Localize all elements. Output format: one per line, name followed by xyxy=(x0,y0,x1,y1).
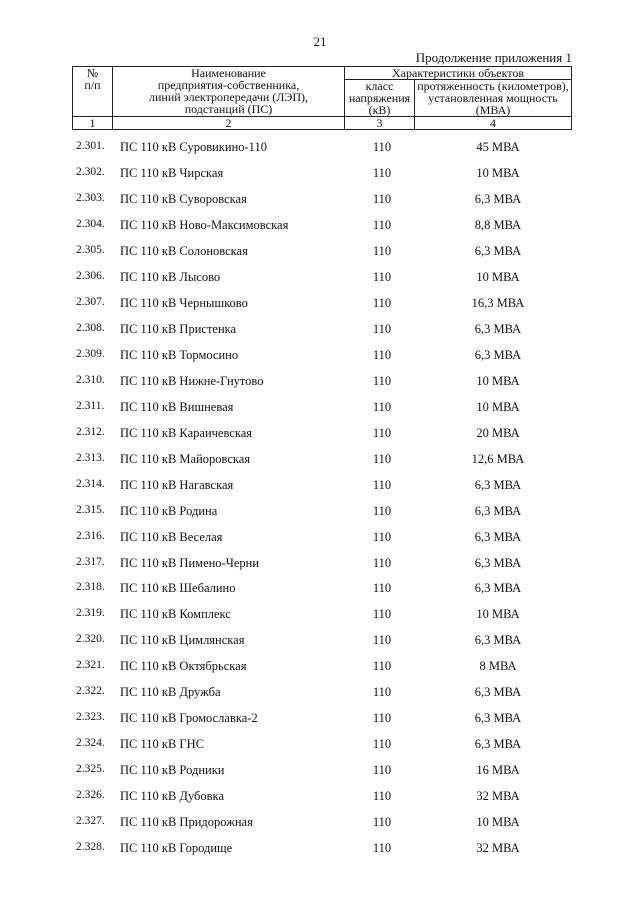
table-body xyxy=(0,135,640,862)
header-name: Наименование предприятия-собственника, линий электропередачи (ЛЭП), подстанций (ПС) xyxy=(113,67,345,117)
row-number: 2.319. xyxy=(76,607,105,620)
row-voltage: 110 xyxy=(372,529,392,544)
row-name: ПС 110 кВ Дружба xyxy=(120,685,221,700)
row-voltage: 110 xyxy=(372,763,392,778)
row-voltage: 110 xyxy=(372,373,392,388)
row-capacity: 6,3 МВА xyxy=(474,529,522,544)
row-capacity: 10 МВА xyxy=(476,373,520,388)
row-voltage: 110 xyxy=(372,191,392,206)
table-row xyxy=(0,602,640,628)
row-capacity: 10 МВА xyxy=(476,165,520,180)
row-capacity: 10 МВА xyxy=(476,399,520,414)
row-capacity: 6,3 МВА xyxy=(474,503,522,518)
row-number: 2.323. xyxy=(76,711,105,724)
row-name: ПС 110 кВ Суровикино-110 xyxy=(120,140,267,154)
row-name: ПС 110 кВ Ново-Максимовская xyxy=(120,217,289,232)
row-number: 2.308. xyxy=(76,321,105,334)
row-number: 2.312. xyxy=(76,425,105,438)
table-row xyxy=(0,447,640,473)
row-capacity: 16,3 МВА xyxy=(471,295,525,310)
row-capacity: 6,3 МВА xyxy=(474,477,522,492)
row-number: 2.305. xyxy=(76,243,105,256)
row-number: 2.320. xyxy=(76,633,105,646)
continuation-label: Продолжение приложения 1 xyxy=(415,50,572,65)
row-voltage: 110 xyxy=(372,451,392,466)
row-voltage: 110 xyxy=(372,737,392,752)
row-name: ПС 110 кВ Лысово xyxy=(120,269,221,284)
table-row xyxy=(0,239,640,265)
row-name: ПС 110 кВ Комплекс xyxy=(120,607,231,622)
row-capacity: 16 МВА xyxy=(476,763,520,778)
row-voltage: 110 xyxy=(372,321,392,336)
row-capacity: 6,3 МВА xyxy=(474,321,522,336)
row-capacity: 12,6 МВА xyxy=(471,451,525,466)
table-row xyxy=(0,499,640,525)
row-voltage: 110 xyxy=(372,503,392,518)
row-voltage: 110 xyxy=(372,711,392,726)
row-number: 2.318. xyxy=(76,581,105,594)
row-number: 2.315. xyxy=(76,503,105,516)
row-capacity: 32 МВА xyxy=(476,841,520,856)
row-number: 2.309. xyxy=(76,347,105,360)
row-name: ПС 110 кВ Придорожная xyxy=(120,815,253,830)
row-number: 2.325. xyxy=(76,763,105,776)
row-voltage: 110 xyxy=(372,789,392,804)
row-number: 2.311. xyxy=(76,399,105,412)
row-capacity: 6,3 МВА xyxy=(474,711,522,726)
table-row xyxy=(0,343,640,369)
row-name: ПС 110 кВ Чернышково xyxy=(120,295,248,310)
row-name: ПС 110 кВ Пристенка xyxy=(120,321,237,336)
row-number: 2.322. xyxy=(76,685,105,698)
row-name: ПС 110 кВ Пимено-Черни xyxy=(120,555,260,570)
row-capacity: 20 МВА xyxy=(476,425,520,440)
table-row xyxy=(0,628,640,654)
row-number: 2.321. xyxy=(76,659,105,672)
row-name: ПС 110 кВ Дубовка xyxy=(120,789,224,804)
table-row xyxy=(0,525,640,551)
row-voltage: 110 xyxy=(372,425,392,440)
table-row xyxy=(0,187,640,213)
row-number: 2.303. xyxy=(76,191,105,204)
table-row xyxy=(0,654,640,680)
row-name: ПС 110 кВ Солоновская xyxy=(120,243,248,258)
row-name: ПС 110 кВ Караичевская xyxy=(120,425,253,440)
row-number: 2.301. xyxy=(76,140,105,152)
table-row xyxy=(0,836,640,862)
row-voltage: 110 xyxy=(372,659,392,674)
row-voltage: 110 xyxy=(372,165,392,180)
row-name: ПС 110 кВ Чирская xyxy=(120,165,224,180)
table-row xyxy=(0,213,640,239)
row-capacity: 6,3 МВА xyxy=(474,581,522,596)
row-name: ПС 110 кВ Родина xyxy=(120,503,218,518)
row-name: ПС 110 кВ Шебалино xyxy=(120,581,236,596)
table-row xyxy=(0,265,640,291)
row-name: ПС 110 кВ Тормосино xyxy=(120,347,239,362)
table-row xyxy=(0,576,640,602)
row-voltage: 110 xyxy=(372,555,392,570)
row-name: ПС 110 кВ ГНС xyxy=(120,737,205,752)
row-number: 2.328. xyxy=(76,841,105,854)
page-number: 21 xyxy=(313,34,327,49)
table-row xyxy=(0,161,640,187)
row-voltage: 110 xyxy=(372,685,392,700)
table-row xyxy=(0,784,640,810)
header-voltage: класс напряжения (кВ) xyxy=(345,80,415,117)
row-capacity: 10 МВА xyxy=(476,607,520,622)
row-name: ПС 110 кВ Громославка-2 xyxy=(120,711,258,726)
row-voltage: 110 xyxy=(372,399,392,414)
row-voltage: 110 xyxy=(372,295,392,310)
table-row xyxy=(0,291,640,317)
table-row xyxy=(0,369,640,395)
column-number-3: 3 xyxy=(345,117,415,130)
row-name: ПС 110 кВ Октябрьская xyxy=(120,659,247,674)
row-capacity: 6,3 МВА xyxy=(474,191,522,206)
row-voltage: 110 xyxy=(372,633,392,648)
row-name: ПС 110 кВ Нагавская xyxy=(120,477,234,492)
header-characteristics: Характеристики объектов xyxy=(345,67,572,80)
row-capacity: 8 МВА xyxy=(479,659,517,674)
table-row xyxy=(0,680,640,706)
column-number-4: 4 xyxy=(415,117,572,130)
row-capacity: 10 МВА xyxy=(476,815,520,830)
row-capacity: 6,3 МВА xyxy=(474,243,522,258)
row-number: 2.317. xyxy=(76,555,105,568)
table-row xyxy=(0,135,640,161)
row-number: 2.314. xyxy=(76,477,105,490)
row-name: ПС 110 кВ Веселая xyxy=(120,529,223,544)
row-voltage: 110 xyxy=(372,140,392,154)
row-number: 2.310. xyxy=(76,373,105,386)
row-number: 2.326. xyxy=(76,789,105,802)
row-voltage: 110 xyxy=(372,477,392,492)
row-name: ПС 110 кВ Родники xyxy=(120,763,225,778)
row-capacity: 45 МВА xyxy=(476,140,520,154)
row-name: ПС 110 кВ Городище xyxy=(120,841,233,856)
row-voltage: 110 xyxy=(372,243,392,258)
row-number: 2.304. xyxy=(76,217,105,230)
table-row xyxy=(0,421,640,447)
row-name: ПС 110 кВ Цимлянская xyxy=(120,633,245,648)
table-row xyxy=(0,551,640,577)
row-name: ПС 110 кВ Нижне-Гнутово xyxy=(120,373,264,388)
table-row xyxy=(0,473,640,499)
row-number: 2.327. xyxy=(76,815,105,828)
row-capacity: 6,3 МВА xyxy=(474,555,522,570)
row-number: 2.324. xyxy=(76,737,105,750)
table-row xyxy=(0,706,640,732)
row-voltage: 110 xyxy=(372,841,392,856)
row-capacity: 10 МВА xyxy=(476,269,520,284)
row-number: 2.306. xyxy=(76,269,105,282)
header-capacity: протяженность (километров), установленная мощность (МВА) xyxy=(415,80,572,117)
row-voltage: 110 xyxy=(372,815,392,830)
column-number-1: 1 xyxy=(73,117,113,130)
row-voltage: 110 xyxy=(372,347,392,362)
row-number: 2.307. xyxy=(76,295,105,308)
row-name: ПС 110 кВ Вишневая xyxy=(120,399,234,414)
header-number: № п/п xyxy=(73,67,113,117)
row-capacity: 6,3 МВА xyxy=(474,347,522,362)
table-row xyxy=(0,732,640,758)
row-capacity: 32 МВА xyxy=(476,789,520,804)
row-number: 2.302. xyxy=(76,165,105,178)
row-voltage: 110 xyxy=(372,607,392,622)
row-capacity: 6,3 МВА xyxy=(474,685,522,700)
row-voltage: 110 xyxy=(372,217,392,232)
table-row xyxy=(0,758,640,784)
column-number-2: 2 xyxy=(113,117,345,130)
table-header xyxy=(72,66,572,130)
table-row xyxy=(0,810,640,836)
table-row xyxy=(0,395,640,421)
row-capacity: 6,3 МВА xyxy=(474,633,522,648)
row-capacity: 6,3 МВА xyxy=(474,737,522,752)
row-voltage: 110 xyxy=(372,269,392,284)
row-capacity: 8,8 МВА xyxy=(474,217,522,232)
row-voltage: 110 xyxy=(372,581,392,596)
table-row xyxy=(0,317,640,343)
row-number: 2.316. xyxy=(76,529,105,542)
row-name: ПС 110 кВ Майоровская xyxy=(120,451,251,466)
row-name: ПС 110 кВ Суворовская xyxy=(120,191,247,206)
row-number: 2.313. xyxy=(76,451,105,464)
